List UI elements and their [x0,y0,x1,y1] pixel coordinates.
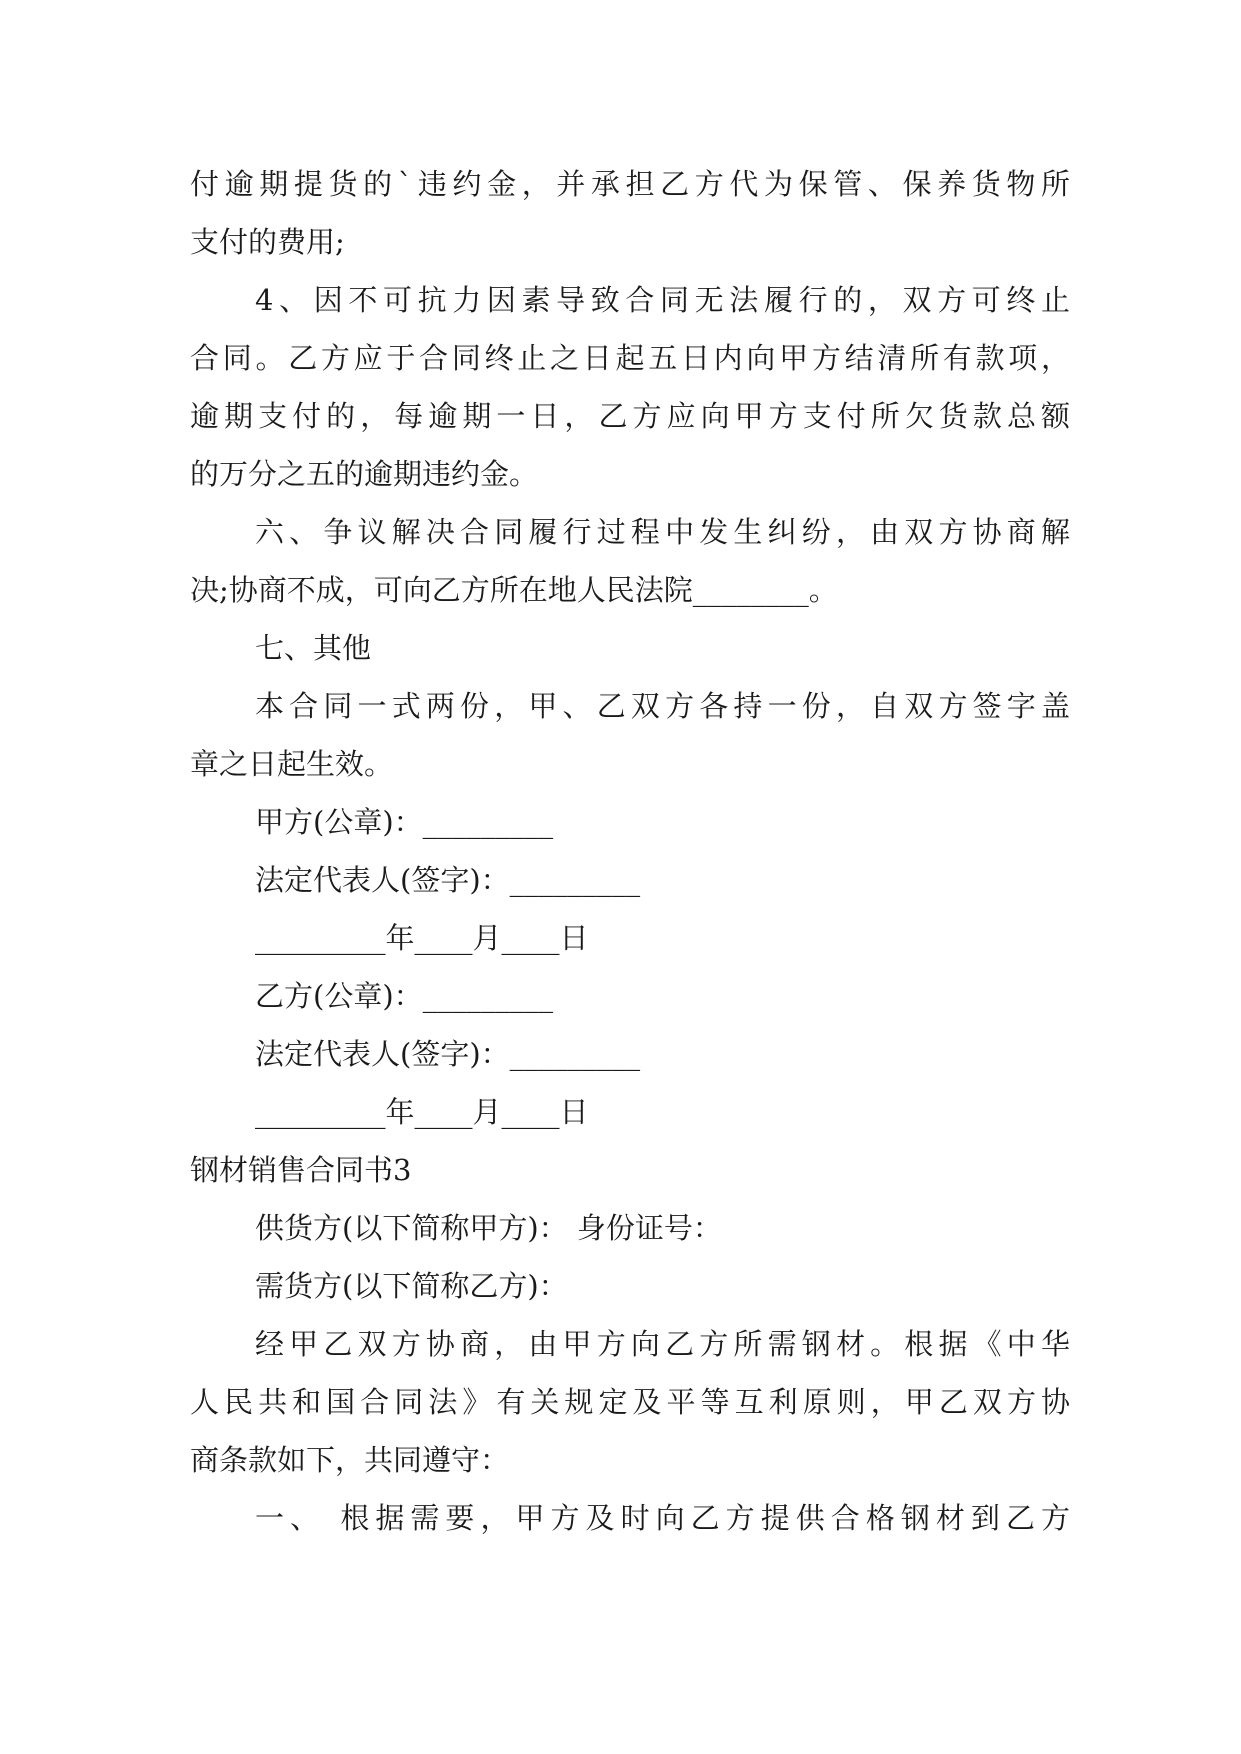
party-b-representative-line: 法定代表人(签字)：_________ [255,1037,641,1071]
paragraph-line: 本合同一式两份，甲、乙双方各持一份，自双方签字盖 [255,689,1070,723]
buyer-line: 需货方(以下简称乙方)： [255,1269,568,1303]
paragraph-line: 章之日起生效。 [190,747,394,781]
paragraph-line: 六、争议解决合同履行过程中发生纠纷，由双方协商解 [255,515,1070,549]
section-heading: 七、其他 [255,631,372,665]
paragraph-line: 人民共和国合同法》有关规定及平等互利原则，甲乙双方协 [190,1385,1070,1419]
paragraph-line: 合同。乙方应于合同终止之日起五日内向甲方结清所有款项， [190,341,1070,375]
party-a-date-line: _________年____月____日 [255,921,589,955]
party-b-seal-line: 乙方(公章)：_________ [255,979,554,1013]
paragraph-line: 经甲乙双方协商，由甲方向乙方所需钢材。根据《中华 [255,1327,1070,1361]
paragraph-line: 商条款如下，共同遵守： [190,1443,510,1477]
party-a-seal-line: 甲方(公章)：_________ [255,805,554,839]
party-b-date-line: _________年____月____日 [255,1095,589,1129]
paragraph-line: 一、 根据需要，甲方及时向乙方提供合格钢材到乙方 [255,1501,1070,1535]
paragraph-line: 的万分之五的逾期违约金。 [190,457,539,491]
paragraph-line: 支付的费用; [190,225,345,259]
contract-title: 钢材销售合同书3 [190,1153,412,1187]
paragraph-line: 逾期支付的，每逾期一日，乙方应向甲方支付所欠货款总额 [190,399,1070,433]
supplier-line: 供货方(以下简称甲方)： 身份证号： [255,1211,722,1245]
paragraph-line: 付逾期提货的`违约金，并承担乙方代为保管、保养货物所 [190,167,1070,201]
paragraph-line: 4、因不可抗力因素导致合同无法履行的，双方可终止 [255,283,1070,317]
party-a-representative-line: 法定代表人(签字)：_________ [255,863,641,897]
paragraph-line: 决;协商不成，可向乙方所在地人民法院________。 [190,573,838,607]
